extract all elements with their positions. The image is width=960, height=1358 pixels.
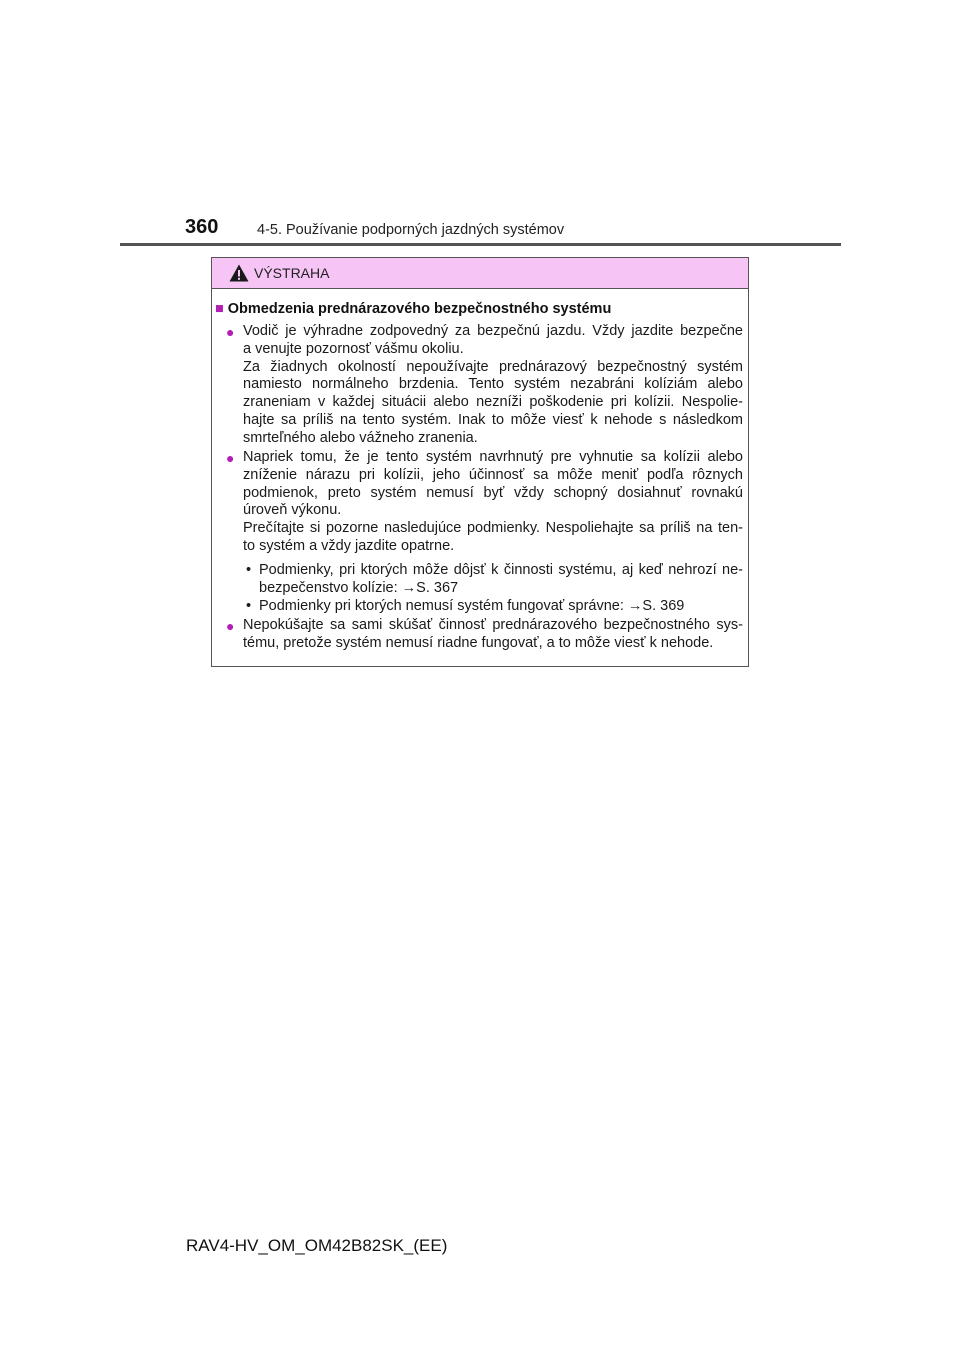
text-line: Nepokúšajte sa sami skúšať činnosť prednárazového bezpečnostného sys- (243, 617, 743, 633)
text-line: Vodič je výhradne zodpovedný za bezpečnú jazdu. Vždy jazdite bezpečne (243, 323, 743, 339)
warning-sub-item (246, 562, 743, 598)
warning-item (226, 449, 743, 556)
text-line: zraneniam v každej situácii alebo nezníži poškodenie pri kolízii. Nespolie- (243, 394, 743, 411)
text-line: Napriek tomu, že je tento systém navrhnutý pre vyhnutie sa kolízii alebo (243, 449, 743, 465)
warning-sub-item-text (259, 562, 743, 598)
round-bullet-icon: ● (226, 450, 235, 466)
warning-header (212, 258, 748, 289)
warning-item-text (243, 617, 743, 653)
text-line: tému, pretože systém nemusí riadne fungovať, a to môže viesť k nehode. (243, 634, 714, 651)
text-line: smrteľného alebo vážneho zranenia. (243, 429, 478, 446)
header-rule (120, 243, 841, 246)
dash-bullet-icon: • (246, 562, 252, 578)
text-line: podmienok, preto systém nemusí byť vždy schopný dosiahnuť rovnakú (243, 484, 743, 501)
warning-sub-item-text (259, 598, 743, 616)
page-number: 360 (185, 216, 219, 238)
dash-bullet-icon: • (246, 598, 252, 614)
warning-heading (215, 301, 611, 317)
text-line: Prečítajte si pozorne nasledujúce podmienky. Nespoliehajte sa príliš na ten- (243, 520, 743, 537)
round-bullet-icon: ● (226, 618, 235, 634)
section-title: 4-5. Používanie podporných jazdných systémov (257, 222, 565, 238)
text-line: Za žiadnych okolností nepoužívajte prednárazový bezpečnostný systém (243, 358, 743, 375)
text-line: namiesto normálneho brzdenia. Tento systém nezabráni kolíziám alebo (243, 376, 743, 393)
round-bullet-icon: ● (226, 324, 235, 340)
warning-triangle-icon (229, 264, 249, 282)
square-bullet-icon: ■ (215, 301, 224, 317)
document-code: RAV4-HV_OM_OM42B82SK_(EE) (186, 1236, 448, 1255)
warning-item (226, 617, 743, 653)
warning-item-text (243, 449, 743, 556)
warning-heading-text: Obmedzenia prednárazového bezpečnostného systému (227, 301, 612, 317)
warning-sub-item (246, 598, 743, 616)
text-line: Podmienky pri ktorých nemusí systém fungovať správne: →S. 369 (259, 598, 685, 614)
text-line: bezpečenstvo kolízie: →S. 367 (259, 579, 459, 596)
warning-item-text (243, 323, 743, 448)
text-line: a venujte pozornosť vášmu okoliu. (243, 340, 464, 357)
text-line: to systém a vždy jazdite opatrne. (243, 537, 455, 554)
text-line: úroveň výkonu. (243, 502, 342, 519)
text-line: zníženie nárazu pri kolízii, jeho účinnosť sa môže meniť podľa rôznych (243, 466, 743, 483)
text-line: Podmienky, pri ktorých môže dôjsť k činnosti systému, aj keď nehrozí ne- (259, 562, 743, 578)
text-line: hajte sa príliš na tento systém. Inak to môže viesť k nehode s následkom (243, 411, 743, 428)
warning-box (211, 257, 749, 667)
warning-item (226, 323, 743, 448)
warning-label: VÝSTRAHA (254, 265, 330, 281)
